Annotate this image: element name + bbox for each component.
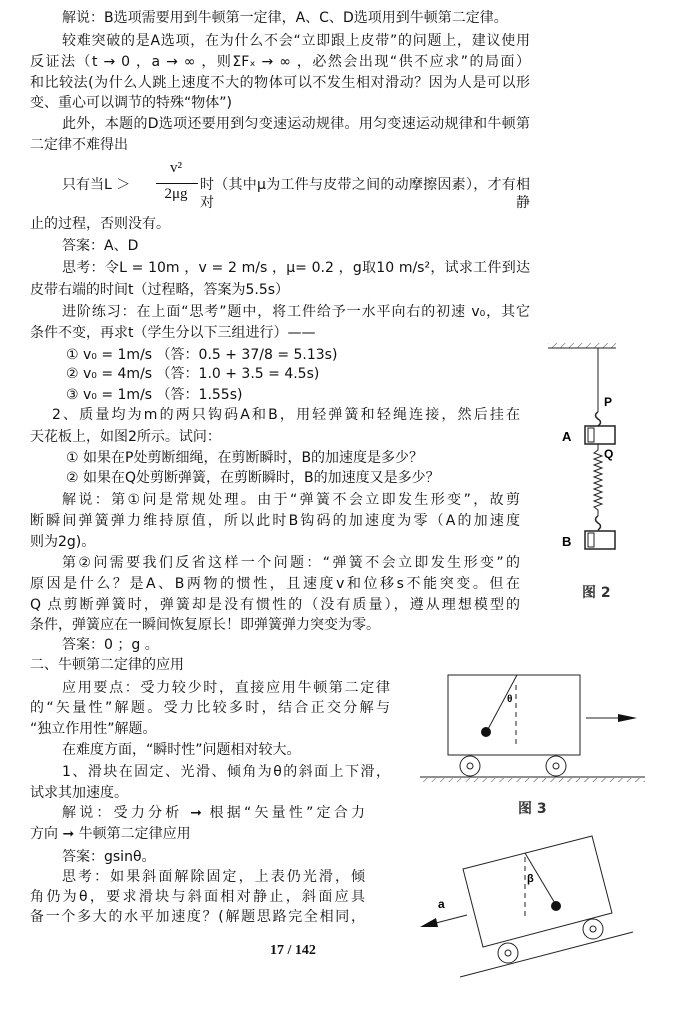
text-line: 反证法（t → 0 ，a → ∞ ，则ΣFₓ → ∞ ，必然会出现“供不应求”的局面）	[30, 54, 530, 70]
text-line: ③ v₀ = 1m/s （答：1.55s)	[66, 387, 243, 403]
angle-theta: θ	[507, 694, 513, 705]
text-line: 二定律不难得出	[30, 137, 128, 153]
text-line: 第②问需要我们反省这样一个问题：“弹簧不会立即发生形变”的	[62, 555, 520, 571]
label-b: B	[562, 534, 572, 549]
mass-b	[585, 531, 615, 549]
ground-hatch	[420, 778, 645, 782]
text-line: 解说：第①问是常规处理。由于“弹簧不会立即发生形变”，故剪	[62, 492, 520, 508]
ceiling-hatch	[548, 343, 616, 348]
text-line: ② 如果在Q处剪断弹簧，在剪断瞬时，B的加速度又是多少？	[66, 470, 440, 486]
spring	[594, 444, 602, 516]
pendulum-ball	[551, 901, 561, 911]
pendulum-string	[487, 675, 517, 731]
formula-denominator: 2μg	[164, 186, 188, 202]
figure-4-incline-cart	[420, 836, 633, 977]
figure-3-caption: 图 3	[518, 801, 547, 817]
text-line: 此外，本题的D选项还要用到匀变速运动规律。用匀变速运动规律和牛顿第	[62, 116, 530, 132]
text-line: ① 如果在P处剪断细绳，在剪断瞬时，B的加速度是多少？	[66, 450, 424, 466]
hook-b	[596, 516, 601, 530]
text-line: 角仍为θ，要求滑块与斜面相对静止，斜面应具	[30, 889, 365, 905]
text-line: 皮带右端的时间t（过程略，答案为5.5s）	[30, 282, 290, 298]
figure-2-spring-masses	[548, 343, 616, 601]
formula-prefix: 只有当L ＞	[62, 177, 131, 193]
text-line: ① v₀ = 1m/s （答：0.5 + 37/8 = 5.13s)	[66, 347, 338, 363]
accel-arrow-head	[420, 918, 438, 927]
formula-suffix: 时（其中μ为工件与皮带之间的动摩擦因素），才有相对静	[200, 177, 530, 211]
motion-arrow-head	[618, 714, 637, 722]
wheel-right	[583, 919, 603, 939]
text-line: 条件不变，再求t（学生分以下三组进行）——	[30, 325, 316, 341]
text-line: 答案：gsinθ。	[62, 849, 156, 865]
text-line: 较难突破的是A选项，在为什么不会“立即跟上皮带”的问题上，建议使用	[62, 33, 530, 49]
cart-body	[448, 675, 580, 755]
text-line: 止的过程，否则没有。	[30, 216, 170, 232]
text-line: 试求其加速度。	[30, 785, 128, 801]
text-line: 1、滑块在固定、光滑、倾角为θ的斜面上下滑，	[62, 764, 390, 780]
text-line: 解说：B选项需要用到牛顿第一定律，A、C、D选项用到牛顿第二定律。	[62, 10, 508, 26]
text-line: 天花板上，如图2所示。试问：	[30, 429, 221, 445]
accel-arrow-shaft	[432, 915, 467, 924]
text-line: 变、重心可以调节的特殊“物体”)	[30, 95, 232, 111]
page-number: 17 / 142	[270, 943, 316, 958]
figure-2-caption: 图 2	[582, 585, 611, 601]
cart-body-tilted	[463, 836, 612, 947]
text-line: 条件，弹簧应在一瞬间恢复原长！即弹簧弹力突变为零。	[30, 617, 380, 633]
text-line: 思考：如果斜面解除固定，上表仍光滑，倾	[62, 869, 365, 885]
text-line: 的“矢量性”解题。受力比较多时，结合正交分解与	[30, 700, 390, 716]
label-q: Q	[604, 447, 614, 461]
text-line: 则为2g)。	[30, 534, 96, 550]
label-a: a	[438, 897, 445, 911]
text-line: “独立作用性”解题。	[30, 721, 157, 737]
text-line: Q 点剪断弹簧时，弹簧却是没有惯性的（没有质量），遵从理想模型的	[30, 597, 520, 613]
wheel-left	[498, 943, 518, 963]
mass-a	[585, 426, 615, 444]
incline-line	[460, 932, 633, 977]
text-line: 思考：令L = 10m ，v = 2 m/s ，μ= 0.2 ，g取10 m/s²，试求工件到达	[62, 260, 530, 276]
text-line: 原因是什么？是A、B两物的惯性，且速度v和位移s不能突变。但在	[30, 576, 520, 592]
text-line: 备一个多大的水平加速度？(解题思路完全相同，	[30, 909, 365, 925]
angle-beta: β	[527, 873, 534, 885]
section-heading: 二、牛顿第二定律的应用	[30, 657, 184, 673]
wheel-right	[546, 756, 566, 776]
text-line: ② v₀ = 4m/s （答：1.0 + 3.5 = 4.5s)	[66, 366, 320, 382]
formula-numerator: v²	[170, 160, 182, 176]
text-line: 2、质量均为m的两只钩码A和B，用轻弹簧和轻绳连接，然后挂在	[52, 407, 520, 423]
hook-a	[596, 412, 601, 426]
label-a: A	[562, 429, 572, 444]
figure-3-cart-pendulum	[420, 675, 645, 817]
text-line: 答案：A、D	[62, 238, 139, 254]
text-line: 和比较法(为什么人跳上速度不大的物体可以不发生相对滑动？因为人是可以形	[30, 75, 530, 91]
wheel-left	[460, 756, 480, 776]
text-line: 答案：0 ；g 。	[62, 637, 159, 653]
text-line: 应用要点：受力较少时，直接应用牛顿第二定律	[62, 680, 390, 696]
pendulum-ball	[481, 727, 491, 737]
text-line: 在难度方面，“瞬时性”问题相对较大。	[62, 742, 301, 758]
text-line: 进阶练习：在上面“思考”题中，将工件给予一水平向右的初速 v₀，其它	[62, 304, 530, 320]
text-line: 方向 ➞ 牛顿第二定律应用	[30, 826, 191, 842]
text-line: 断瞬间弹簧弹力维持原值，所以此时B钩码的加速度为零（A的加速度	[30, 513, 520, 529]
text-line: 解说：受力分析 ➞ 根据“矢量性”定合力	[62, 805, 365, 821]
label-p: P	[604, 395, 613, 409]
